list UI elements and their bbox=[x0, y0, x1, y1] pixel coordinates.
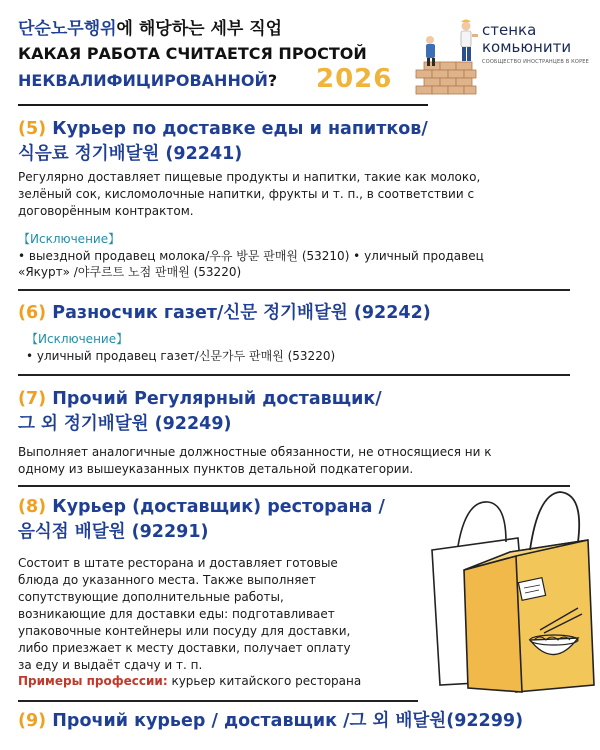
brand-logo bbox=[482, 22, 592, 65]
header bbox=[0, 0, 600, 108]
section-divider bbox=[18, 374, 570, 376]
title-question-mark: ? bbox=[267, 71, 278, 90]
section-divider bbox=[18, 289, 570, 291]
brand-subtitle: СООБЩЕСТВО ИНОСТРАНЦЕВ В КОРЕЕ bbox=[482, 59, 589, 65]
section-7-title-line2: 그 외 정기배달원 (92249) bbox=[18, 414, 232, 434]
section-9-title bbox=[18, 710, 523, 733]
section-7-text-line2: одному из вышеуказанных пунктов детальной подкатегории. bbox=[18, 462, 414, 476]
year-label: 2026 bbox=[316, 64, 393, 94]
section-8-text-line2: блюда до указанного места. Также выполняет bbox=[18, 573, 316, 587]
examples-label: Примеры профессии: bbox=[18, 674, 168, 688]
section-8-examples bbox=[18, 674, 361, 688]
section-8-text-line5: упаковочные контейнеры или посуду для доставки, bbox=[18, 624, 351, 638]
title-korean-rest: 에 해당하는 세부 직업 bbox=[116, 19, 283, 39]
title-russian-line1: КАКАЯ РАБОТА СЧИТАЕТСЯ ПРОСТОЙ bbox=[18, 44, 367, 63]
section-5-exclusion-line1: • выездной продавец молока/우유 방문 판매원 (53210) • уличный продавец bbox=[18, 249, 484, 263]
section-6-exclusion-line1: • уличный продавец газет/신문가두 판매원 (53220) bbox=[26, 349, 336, 363]
section-5-title-line1 bbox=[18, 118, 428, 141]
section-8-text-line4: возникающие для доставки еды: подготавливает bbox=[18, 607, 335, 621]
section-5-text-line2: зелёный сок, кисломолочные напитки, фрукты и т. п., в соответствии с bbox=[18, 187, 475, 201]
header-divider bbox=[18, 104, 428, 106]
section-8-text-line7: за еду и выдаёт сдачу и т. п. bbox=[18, 658, 203, 672]
section-7-text-line1: Выполняет аналогичные должностные обязанности, не относящиеся ни к bbox=[18, 445, 492, 459]
title-korean-highlight: 단순노무행위 bbox=[18, 19, 117, 39]
section-5-exclusion-label: 【Исключение】 bbox=[18, 232, 121, 246]
section-6-title bbox=[18, 302, 431, 325]
section-5-text-line1: Регулярно доставляет пищевые продукты и напитки, такие как молоко, bbox=[18, 170, 481, 184]
section-5-title-text: Курьер по доставке еды и напитков/ bbox=[52, 119, 428, 139]
delivery-bag-illustration bbox=[418, 480, 600, 695]
section-8-text-line6: либо приезжает к месту доставки, получает оплату bbox=[18, 641, 351, 655]
section-8-title-line1 bbox=[18, 496, 385, 519]
section-7-title-line1 bbox=[18, 388, 382, 411]
examples-text: курьер китайского ресторана bbox=[167, 674, 362, 688]
brand-name: стенка комьюнити bbox=[482, 21, 572, 56]
section-6-number: (6) bbox=[18, 303, 47, 323]
brick-workers-illustration bbox=[410, 4, 482, 104]
section-5-title-line2: 식음료 정기배달원 (92241) bbox=[18, 144, 243, 164]
section-8-number: (8) bbox=[18, 497, 47, 517]
section-9-title-text: Прочий курьер / доставщик /그 외 배달원(92299) bbox=[52, 711, 524, 731]
section-6-exclusion-label: 【Исключение】 bbox=[26, 332, 129, 346]
section-6-title-text: Разносчик газет/신문 정기배달원 (92242) bbox=[52, 303, 431, 323]
title-korean bbox=[18, 14, 282, 39]
title-russian-line2 bbox=[18, 71, 277, 90]
section-7-number: (7) bbox=[18, 389, 47, 409]
section-8-text-line1: Состоит в штате ресторана и доставляет готовые bbox=[18, 556, 338, 570]
section-8-title-text: Курьер (доставщик) ресторана / bbox=[52, 497, 385, 517]
section-divider bbox=[18, 700, 418, 702]
section-7-title-text: Прочий Регулярный доставщик/ bbox=[52, 389, 382, 409]
section-5-number: (5) bbox=[18, 119, 47, 139]
section-8-title-line2: 음식점 배달원 (92291) bbox=[18, 522, 209, 542]
section-8-text-line3: сопутствующие дополнительные работы, bbox=[18, 590, 284, 604]
section-5-text-line3: договорённым контрактом. bbox=[18, 204, 194, 218]
section-9-number: (9) bbox=[18, 711, 47, 731]
section-5-exclusion-line2: «Якурт» /야쿠르트 노점 판매원 (53220) bbox=[18, 265, 242, 279]
title-russian-highlight: НЕКВАЛИФИЦИРОВАННОЙ bbox=[18, 71, 268, 90]
